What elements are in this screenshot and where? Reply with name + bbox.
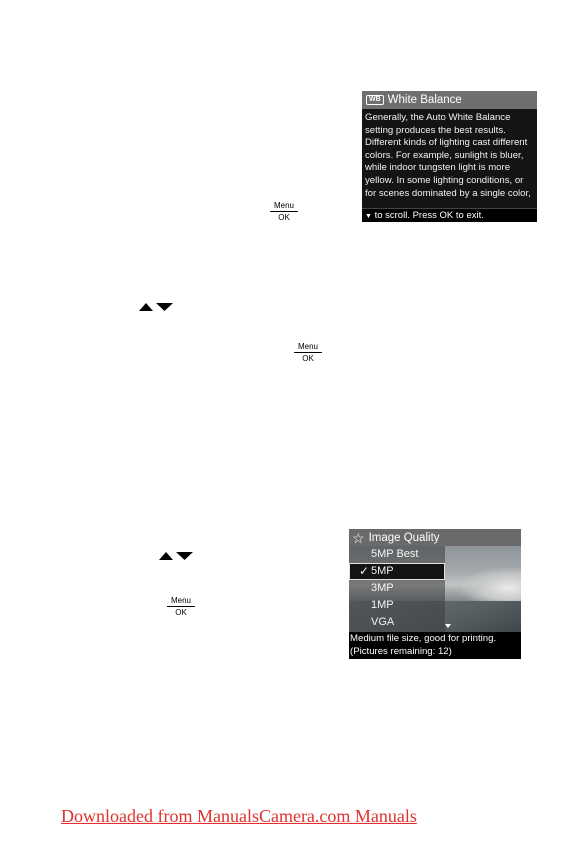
menu-ok-button-icon xyxy=(270,201,298,222)
menu-ok-button-icon xyxy=(294,342,322,363)
description-line-2: (Pictures remaining: 12) xyxy=(350,646,452,657)
menu-label: Menu xyxy=(167,596,195,607)
white-balance-icon: WB xyxy=(366,95,384,105)
image-quality-description xyxy=(349,632,521,659)
ok-label: OK xyxy=(175,608,187,617)
image-quality-title-bar xyxy=(349,529,521,546)
option-label: VGA xyxy=(371,616,395,628)
ok-label: OK xyxy=(302,354,314,363)
description-line-1: Medium file size, good for printing. xyxy=(350,633,497,644)
white-balance-help-text: Generally, the Auto White Balance setting produces the best results. Different kinds of lighting cast different colors. For example, sunlight is bluer, while indoor tungsten light is more yellow. In some lighting conditions, or for scenes dominated by a single color, xyxy=(365,112,531,199)
option-label: 1MP xyxy=(371,599,394,611)
option-3mp[interactable] xyxy=(349,580,445,597)
ok-label: OK xyxy=(278,213,290,222)
menu-label: Menu xyxy=(294,342,322,353)
star-icon: ☆ xyxy=(352,529,365,546)
checkmark-icon: ✓ xyxy=(359,564,370,578)
scroll-down-icon xyxy=(445,624,451,628)
image-quality-menu-screen xyxy=(349,529,521,659)
image-quality-title: Image Quality xyxy=(368,531,440,544)
white-balance-footer-text: to scroll. Press OK to exit. xyxy=(374,210,484,221)
white-balance-title: White Balance xyxy=(387,94,462,106)
white-balance-title-bar xyxy=(362,91,537,109)
option-5mp-best[interactable] xyxy=(349,546,445,563)
option-label: 5MP xyxy=(371,565,394,577)
download-source-link[interactable]: Downloaded from ManualsCamera.com Manuals xyxy=(61,806,417,826)
option-label: 5MP Best xyxy=(371,548,419,560)
menu-label: Menu xyxy=(270,201,298,212)
up-down-arrows-icon xyxy=(137,302,175,312)
option-label: 3MP xyxy=(371,582,394,594)
option-vga[interactable] xyxy=(349,614,445,631)
up-down-arrows-icon xyxy=(157,551,195,561)
white-balance-footer xyxy=(362,208,537,222)
option-1mp[interactable] xyxy=(349,597,445,614)
menu-ok-button-icon xyxy=(167,596,195,617)
white-balance-help-screen xyxy=(362,91,537,222)
option-5mp[interactable] xyxy=(349,563,445,580)
image-quality-options xyxy=(349,546,445,632)
scroll-down-icon: ▼ xyxy=(365,213,372,220)
